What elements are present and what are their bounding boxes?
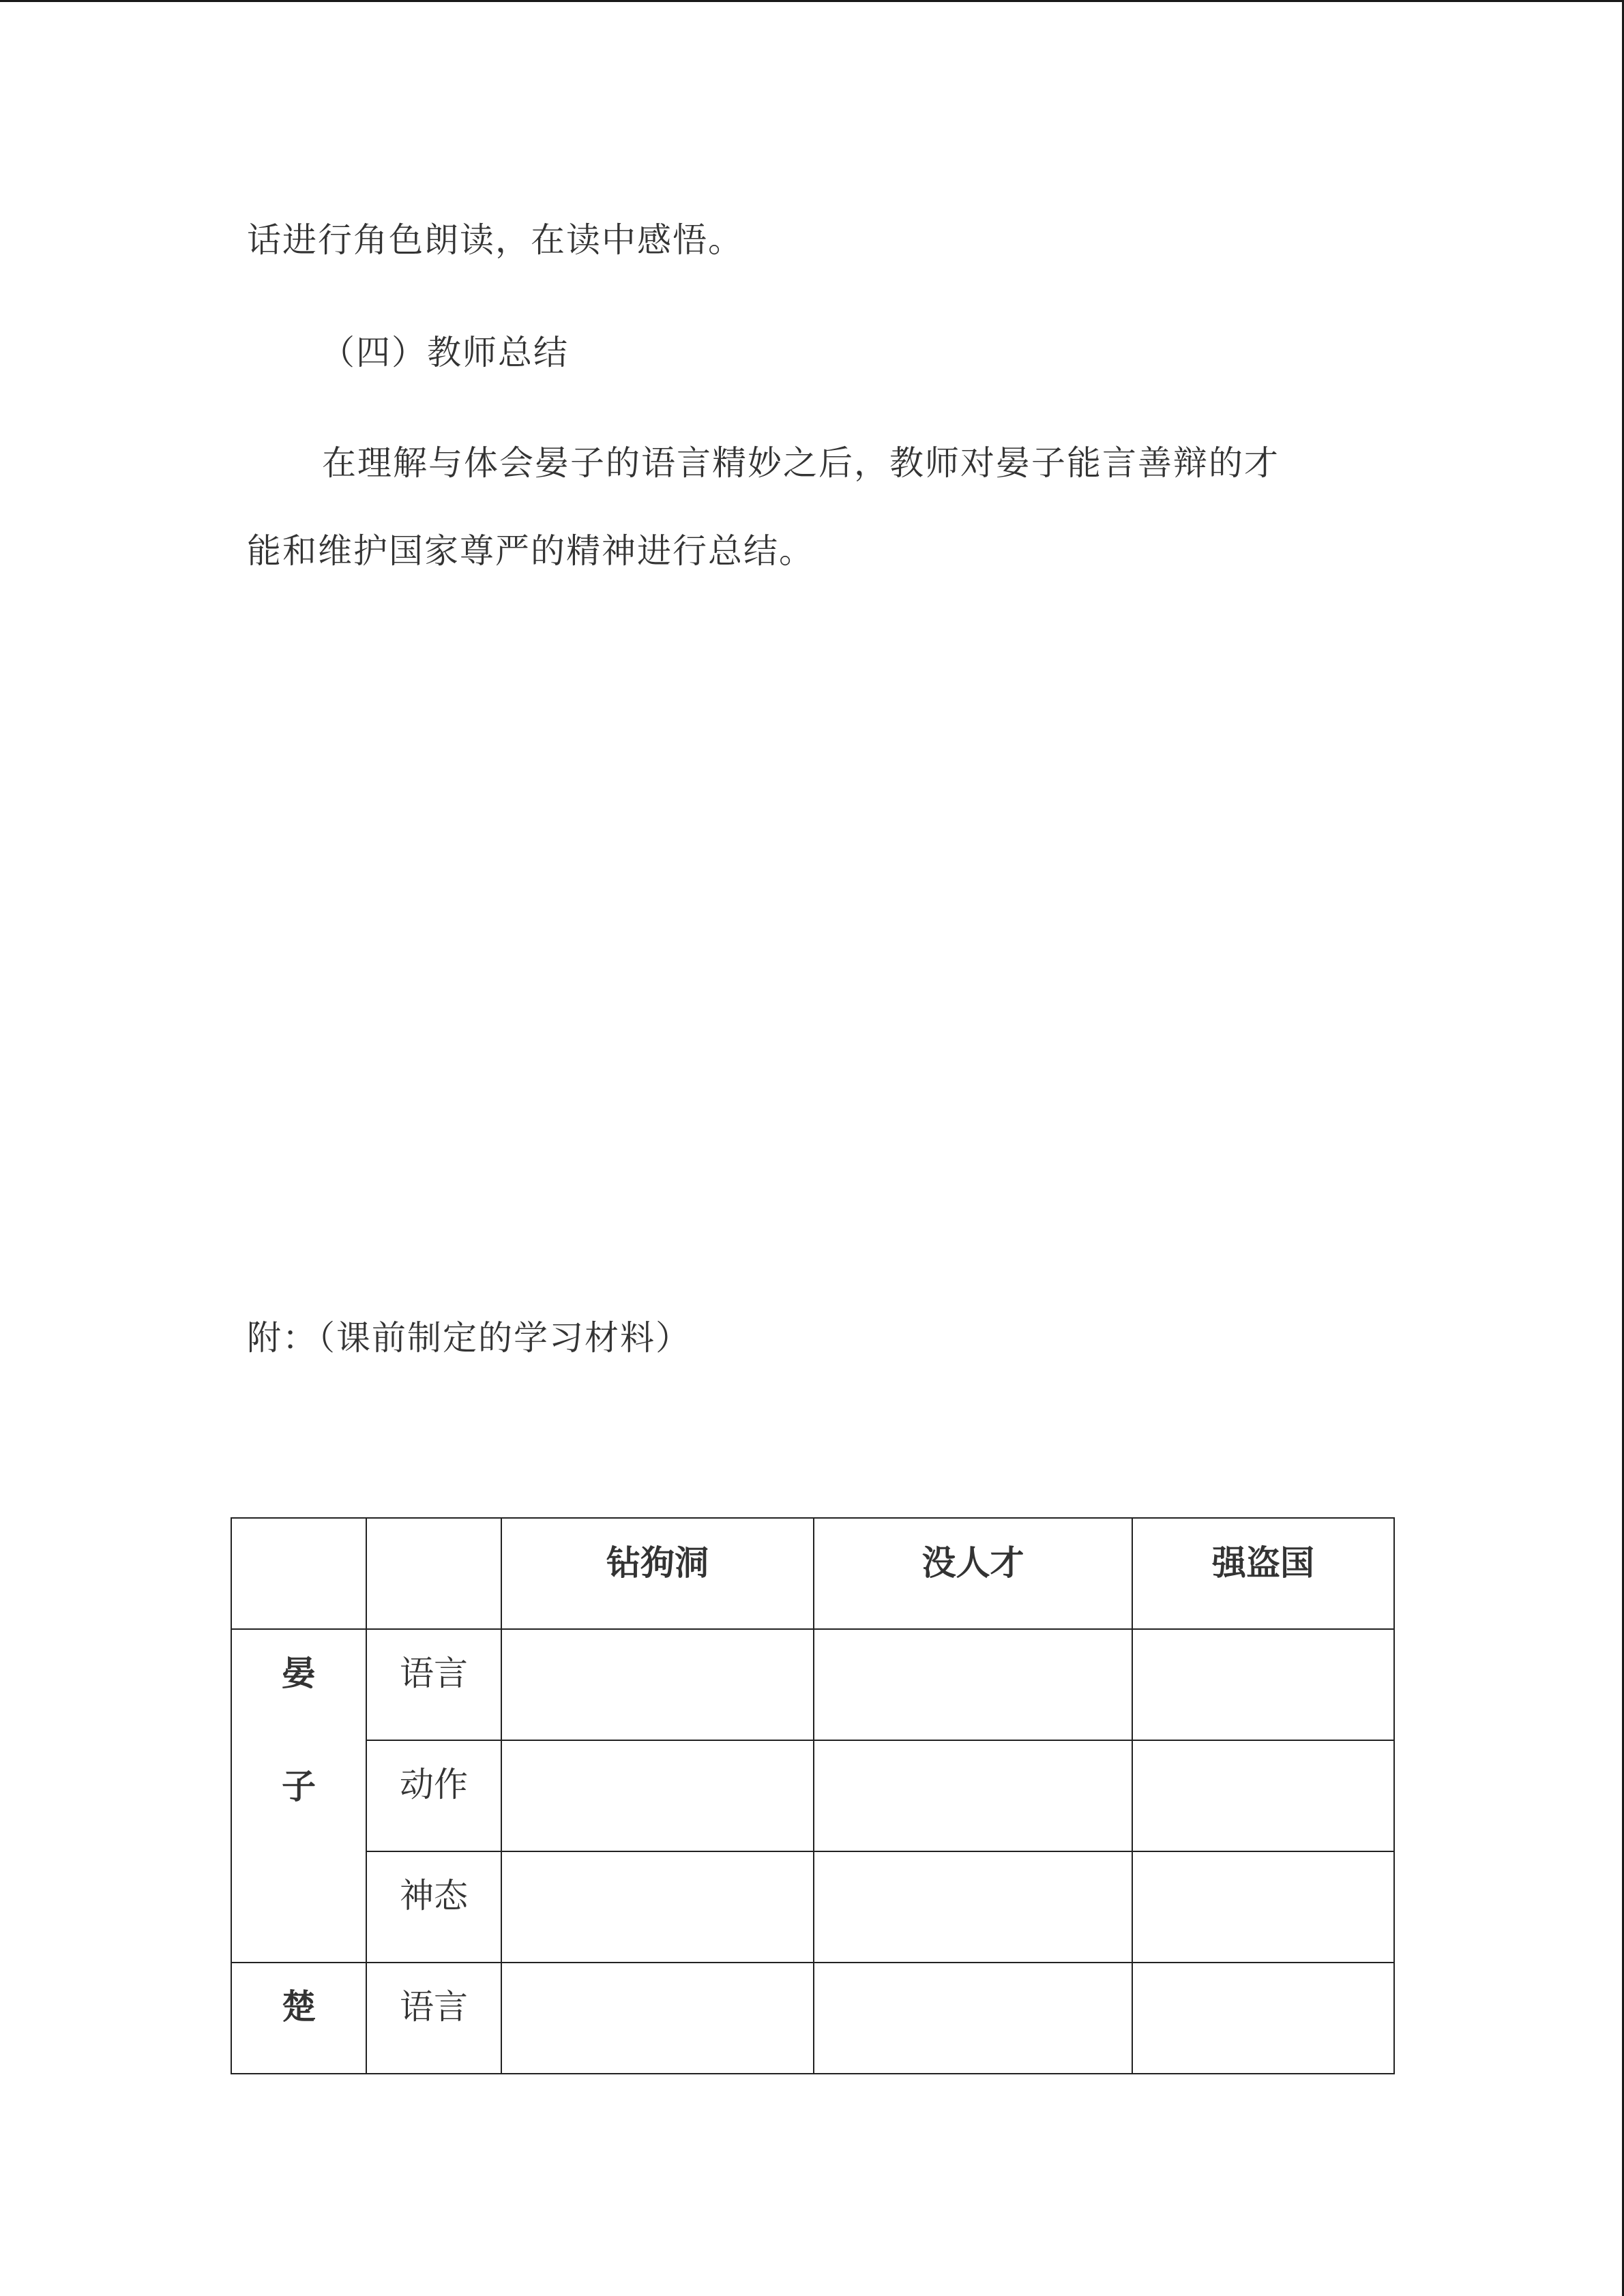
row-label-cell — [366, 1963, 501, 2074]
column-header-cell — [501, 1518, 814, 1629]
paragraph-line-1: 话进行角色朗读，在读中感悟。 — [247, 220, 743, 260]
table-cell — [814, 1963, 1132, 2074]
table-corner-cell — [366, 1518, 501, 1629]
row-label: 动作 — [400, 1765, 468, 1804]
group-label-char: 楚 — [282, 1986, 316, 2027]
paragraph-line-3: 能和维护国家尊严的精神进行总结。 — [247, 531, 814, 571]
table-cell — [1132, 1851, 1394, 1963]
column-header-1: 钻狗洞 — [606, 1542, 709, 1583]
table-row — [231, 1629, 1394, 1740]
table-cell — [1132, 1963, 1394, 2074]
row-label-cell — [366, 1740, 501, 1851]
table-cell — [814, 1851, 1132, 1963]
column-header-cell — [814, 1518, 1132, 1629]
table-cell — [1132, 1629, 1394, 1740]
column-header-2: 没人才 — [921, 1542, 1024, 1583]
table-corner-cell — [231, 1518, 366, 1629]
group-label-char: 子 — [282, 1766, 316, 1806]
group-label-char: 晏 — [282, 1653, 316, 1693]
study-material-table — [231, 1517, 1395, 2074]
paragraph-line-2: 在理解与体会晏子的语言精妙之后，教师对晏子能言善辩的才 — [322, 443, 1280, 483]
row-label-cell — [366, 1629, 501, 1740]
table-row — [231, 1851, 1394, 1963]
appendix-heading: 附：（课前制定的学习材料） — [247, 1318, 691, 1358]
group-cell-chu — [231, 1963, 366, 2074]
row-label: 语言 — [400, 1987, 468, 2027]
column-header-3: 强盗国 — [1212, 1542, 1314, 1583]
page-border-top — [0, 0, 1624, 2]
column-header-cell — [1132, 1518, 1394, 1629]
row-label: 语言 — [400, 1654, 468, 1693]
table-cell — [814, 1740, 1132, 1851]
group-cell-yanzi — [231, 1629, 366, 1963]
table-row — [231, 1963, 1394, 2074]
table-header-row — [231, 1518, 1394, 1629]
table-cell — [501, 1963, 814, 2074]
table-row — [231, 1740, 1394, 1851]
table-cell — [501, 1740, 814, 1851]
table-cell — [501, 1851, 814, 1963]
table-cell — [814, 1629, 1132, 1740]
table-cell — [1132, 1740, 1394, 1851]
table-cell — [501, 1629, 814, 1740]
section-heading-teacher-summary: （四）教师总结 — [321, 333, 569, 372]
row-label-cell — [366, 1851, 501, 1963]
row-label: 神态 — [400, 1876, 468, 1915]
